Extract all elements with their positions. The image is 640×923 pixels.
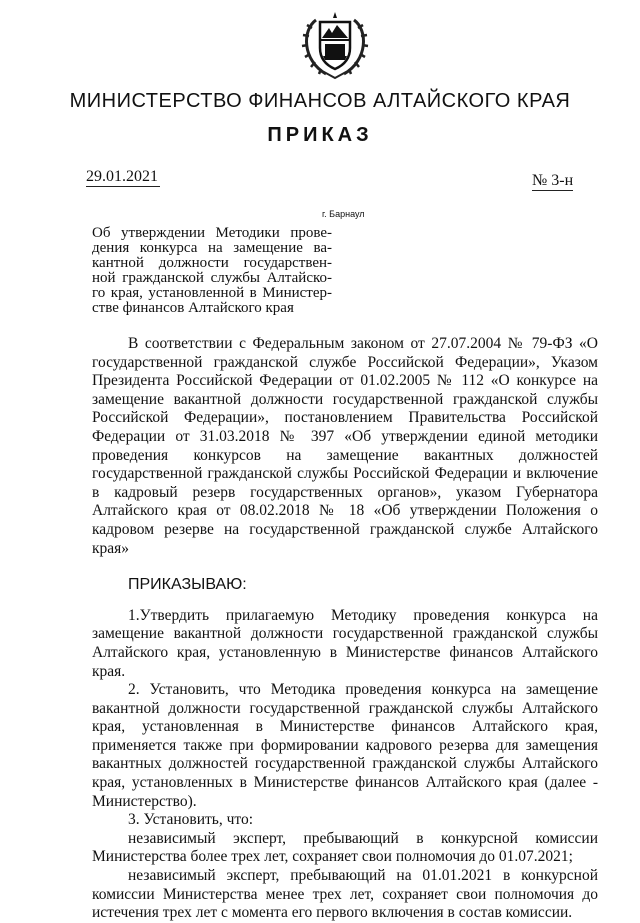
order-item-1: 1.Утвердить прилагаемую Методику проведения конкурса на замещение вакантной должности государственной гражданской службы Алтайского края, установленную в Министерстве финансов Алтайского края. bbox=[92, 606, 598, 680]
document-subject: Об утверждении Методики прове-дения конкурса на замещение ва-кантной должности государствен-ной гражданской службы Алтайско-го края, установленной в Министер-стве финансов Алтайского края bbox=[92, 225, 332, 316]
order-heading: ПРИКАЗЫВАЮ: bbox=[128, 576, 247, 594]
document-body bbox=[92, 335, 598, 923]
order-item-3-sub-2: независимый эксперт, пребывающий на 01.01.2021 в конкурсной комиссии Министерства менее трех лет, сохраняет свои полномочия до истечения трех лет с момента его первого включения в состав комиссии. bbox=[92, 867, 598, 922]
order-item-2: 2. Установить, что Методика проведения конкурса на замещение вакантной должности государственной гражданской службы Алтайского края, установленная в Министерстве финансов Алтайского края, применяется также при формировании кадрового резерва для замещения вакантных должностей государственной гражданской службы Алтайского края, установленных в Министерстве финансов Алтайского края (далее - Министерство). bbox=[92, 681, 598, 810]
order-item-3: 3. Установить, что: bbox=[128, 811, 254, 829]
preamble-paragraph: В соответствии с Федеральным законом от 27.07.2004 № 79-ФЗ «О государственной гражданской службе Российской Федерации», Указом Президента Российской Федерации от 01.02.2005 № 112 «О конкурсе на замещение вакантной должности государственной гражданской службы Российской Федерации», постановлением Правительства Российской Федерации от 31.03.2018 № 397 «Об утверждении единой методики проведения конкурсов на замещение вакантных должностей государственной гражданской службы Российской Федерации и включение в кадровый резерв государственных органов», указом Губернатора Алтайского края от 08.02.2018 № 18 «Об утверждении Положения о кадровом резерве на государственной гражданской службе Алтайского края» bbox=[92, 335, 598, 557]
order-item-3-sub-1: независимый эксперт, пребывающий в конкурсной комиссии Министерства более трех лет, сохраняет свои полномочия до 01.07.2021; bbox=[92, 829, 598, 866]
coat-of-arms-icon bbox=[296, 8, 374, 80]
document-number: № 3-н bbox=[532, 172, 574, 189]
document-city: г. Барнаул bbox=[322, 209, 365, 219]
ministry-name: МИНИСТЕРСТВО ФИНАНСОВ АЛТАЙСКОГО КРАЯ bbox=[69, 90, 571, 112]
document-date: 29.01.2021 bbox=[86, 168, 158, 185]
document-type: ПРИКАЗ bbox=[267, 124, 373, 146]
